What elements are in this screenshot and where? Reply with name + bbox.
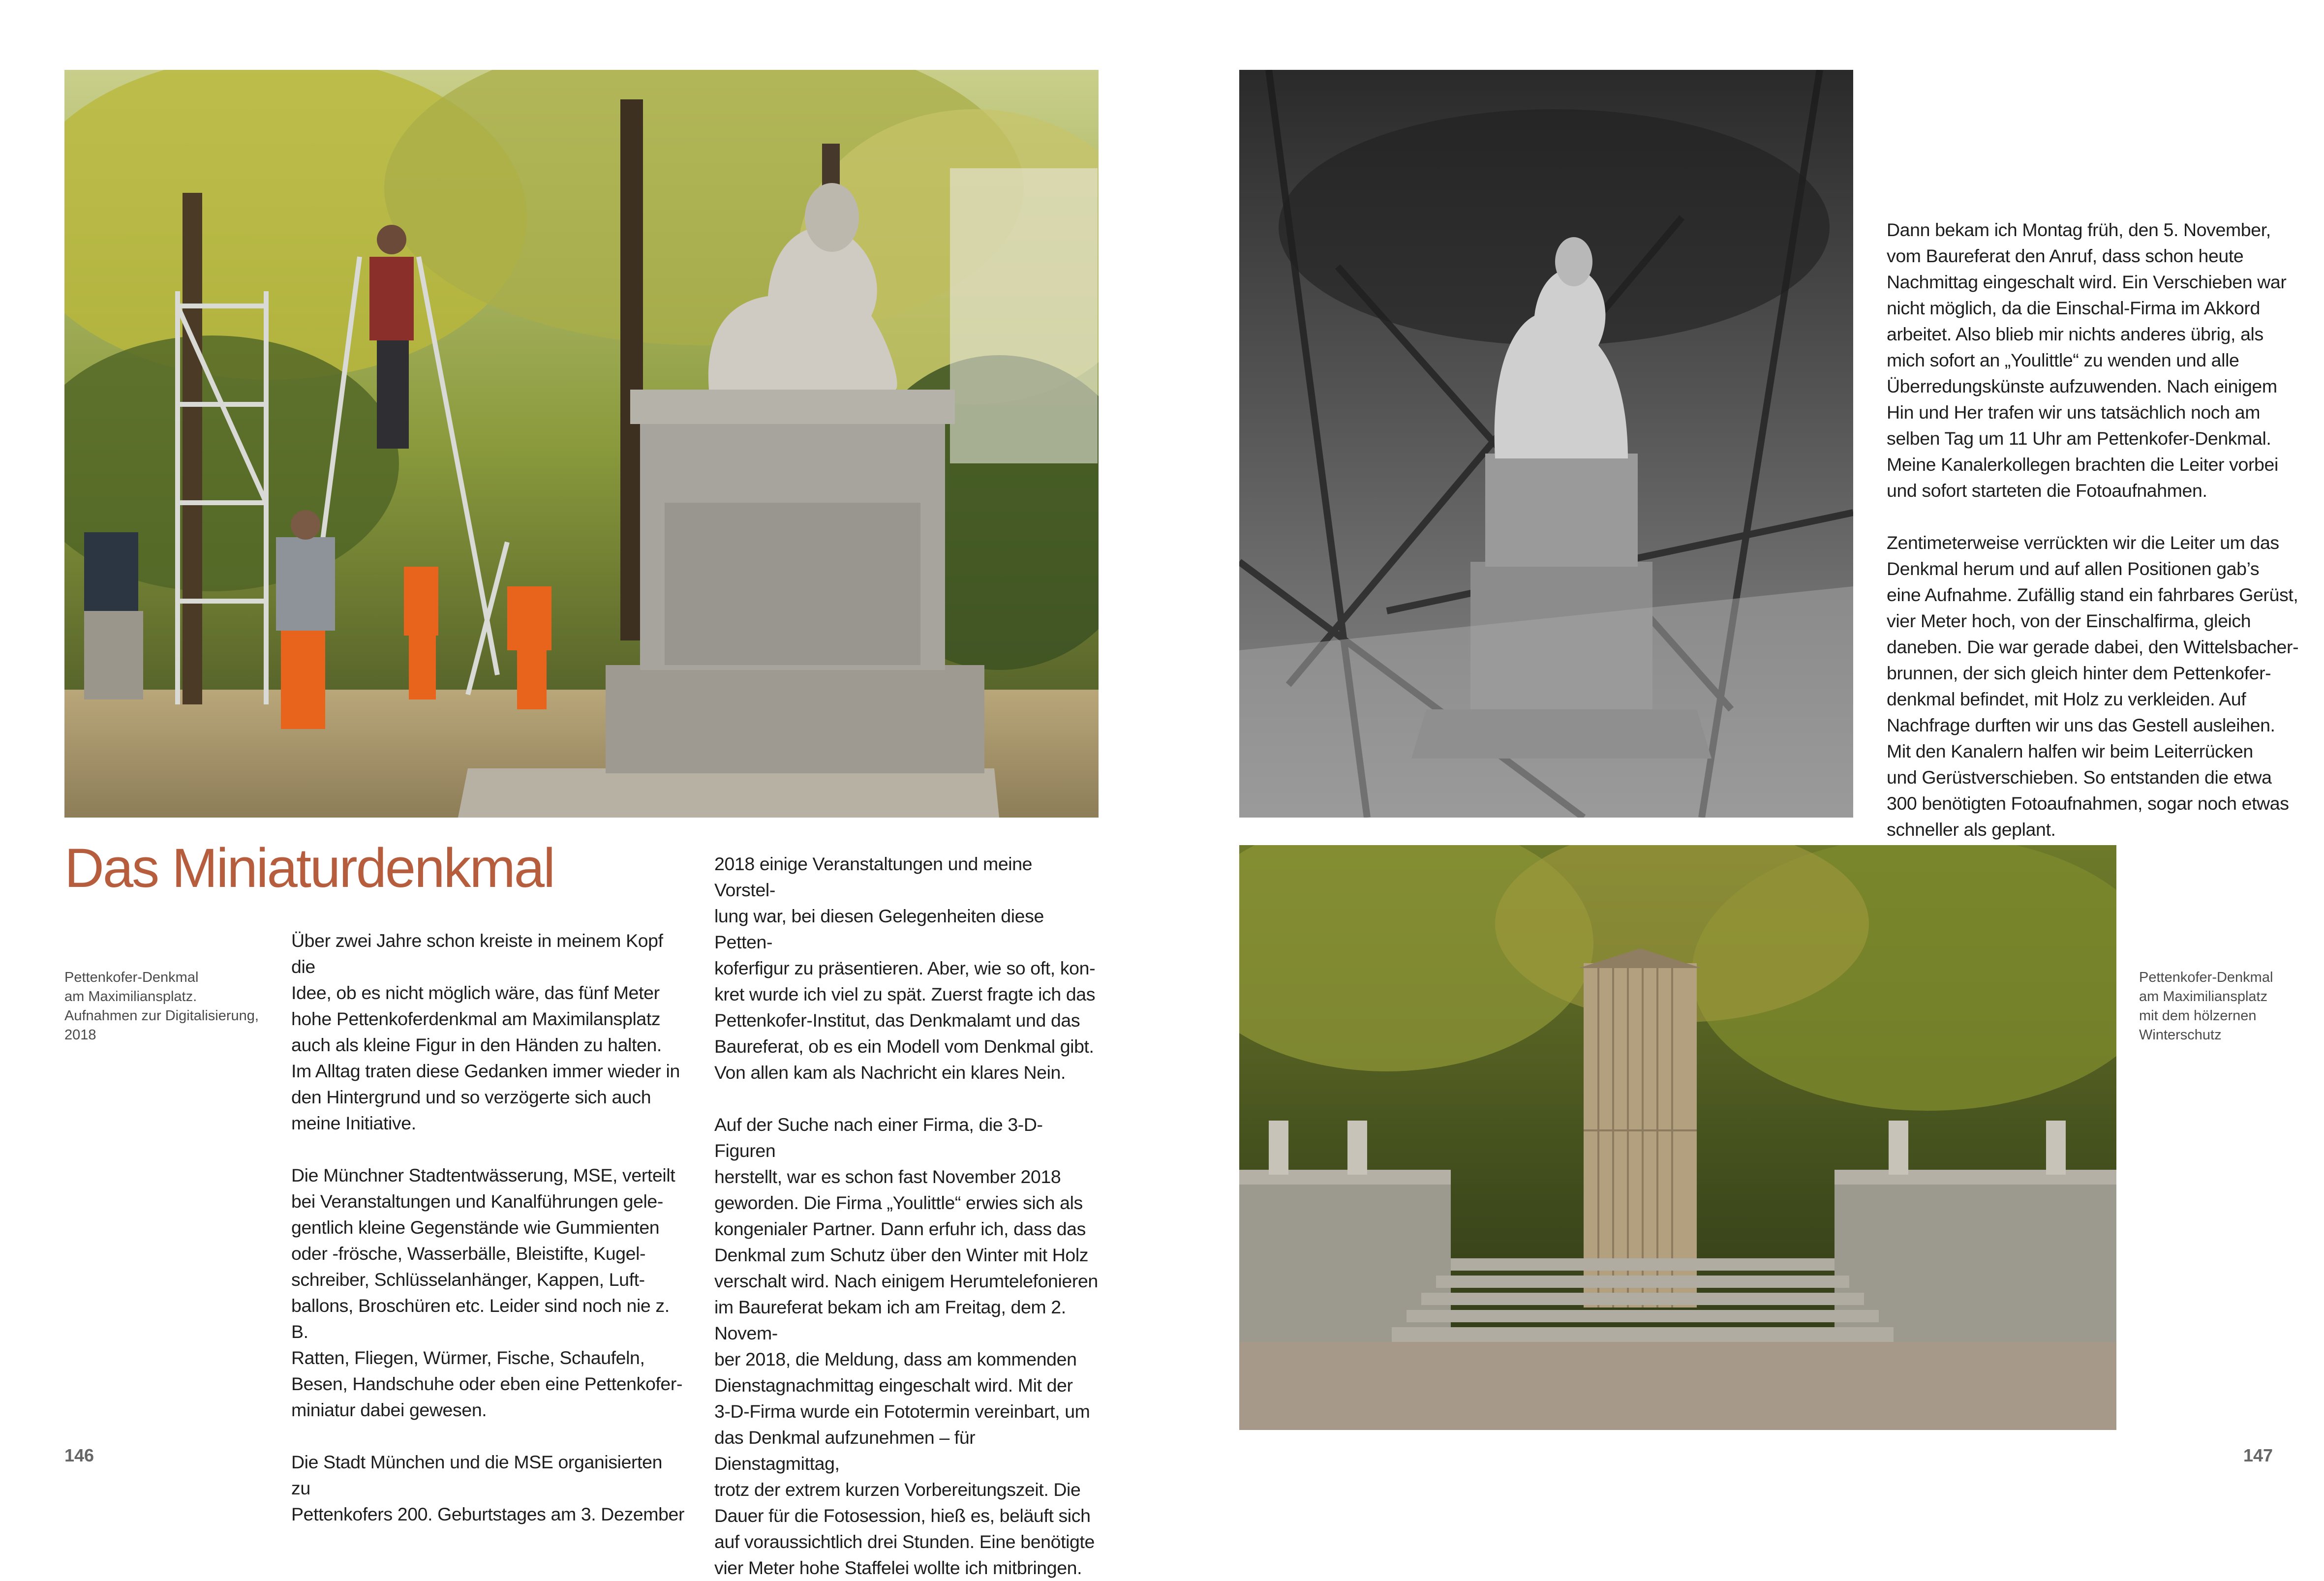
text-column-right xyxy=(1887,217,2300,843)
page-number-right: 147 xyxy=(2243,1445,2273,1465)
page-number-left: 146 xyxy=(64,1445,94,1465)
caption-left: Pettenkofer-Denkmal am Maximiliansplatz. Aufnahmen zur Digitalisierung, 2018 xyxy=(64,970,259,1043)
text-column-middle xyxy=(714,851,1098,1581)
paragraph: Dann bekam ich Montag früh, den 5. November, vom Baureferat den Anruf, dass schon heute Nachmittag eingeschalt wird. Ein Verschieben war nicht möglich, da die Einschal-Firma im Akkord arbeitet. Also blieb mir nichts anderes übrig, als mich sofort an „Youlittle“ zu wenden und alle Überredungskünste aufzuwenden. Nach einigem Hin und Her trafen wir uns tatsächlich noch am selben Tag um 11 Uhr am Pettenkofer-Denkmal. Meine Kanalerkollegen brachten die Leiter vorbei und sofort starteten die Fotoaufnahmen. xyxy=(1887,219,2287,501)
photo-statue-bw xyxy=(1239,70,1853,818)
photo-winter-shelter xyxy=(1239,845,2116,1430)
paragraph: Die Stadt München und die MSE organisierten zu Pettenkofers 200. Geburtstages am 3. Dezember xyxy=(291,1452,685,1524)
photo-statue-ladders xyxy=(64,70,1099,818)
text-column-left xyxy=(291,928,685,1527)
paragraph: Über zwei Jahre schon kreiste in meinem Kopf die Idee, ob es nicht möglich wäre, das fünf Meter hohe Pettenkoferdenkmal am Maximilansplatz auch als kleine Figur in den Händen zu halten. Im Alltag traten diese Gedanken immer wieder in den Hintergrund und so verzögerte sich auch meine Initiative. xyxy=(291,930,680,1133)
paragraph: 2018 einige Veranstaltungen und meine Vorstel- lung war, bei diesen Gelegenheiten diese Petten- koferfigur zu präsentieren. Aber, wie so oft, kon- kret wurde ich viel zu spät. Zuerst fragte ich das Pettenkofer-Institut, das Denkmalamt und das Baureferat, ob es ein Modell vom Denkmal gibt. Von allen kam als Nachricht ein klares Nein. xyxy=(714,853,1096,1083)
article-heading: Das Miniaturdenkmal xyxy=(64,837,554,899)
paragraph: Auf der Suche nach einer Firma, die 3-D-Figuren herstellt, war es schon fast November 2018 geworden. Die Firma „Youlittle“ erwies sich als kongenialer Partner. Dann erfuhr ich, dass das Denkmal zum Schutz über den Winter mit Holz verschalt wird. Nach einigem Herumtelefonieren im Baureferat bekam ich am Freitag, dem 2. Novem- ber 2018, die Meldung, dass am kommenden Dienstagnachmittag eingeschalt wird. Mit der 3-D-Firma wurde ein Fototermin vereinbart, um das Denkmal aufzunehmen – für Dienstagmittag, trotz der extrem kurzen Vorbereitungszeit. Die Dauer für die Fotosession, hieß es, beläuft sich auf voraussichtlich drei Stunden. Eine benötigte vier Meter hohe Staffelei wollte ich mitbringen. xyxy=(714,1114,1098,1578)
caption-right: Pettenkofer-Denkmal am Maximiliansplatz mit dem hölzernen Winterschutz xyxy=(2139,970,2273,1043)
paragraph: Zentimeterweise verrückten wir die Leiter um das Denkmal herum und auf allen Positionen gab’s eine Aufnahme. Zufällig stand ein fahrbares Gerüst, vier Meter hoch, von der Einschalfirma, gleich daneben. Die war gerade dabei, den Wittelsbacher- brunnen, der sich gleich hinter dem Pettenkofer- denkmal befindet, mit Holz zu verkleiden. Auf Nachfrage durften wir uns das Gestell ausleihen. Mit den Kanalern halfen wir beim Leiterrücken und Gerüstverschieben. So entstanden die etwa 300 benötigten Fotoaufnahmen, sogar noch etwas schneller als geplant. xyxy=(1887,532,2299,840)
paragraph: Die Münchner Stadtentwässerung, MSE, verteilt bei Veranstaltungen und Kanalführungen gele- gentlich kleine Gegenstände wie Gummienten oder -frösche, Wasserbälle, Bleistifte, Kugel- schreiber, Schlüsselanhänger, Kappen, Luft- ballons, Broschüren etc. Leider sind noch nie z. B. Ratten, Fliegen, Würmer, Fische, Schaufeln, Besen, Handschuhe oder eben eine Pettenkofer- miniatur dabei gewesen. xyxy=(291,1165,683,1420)
